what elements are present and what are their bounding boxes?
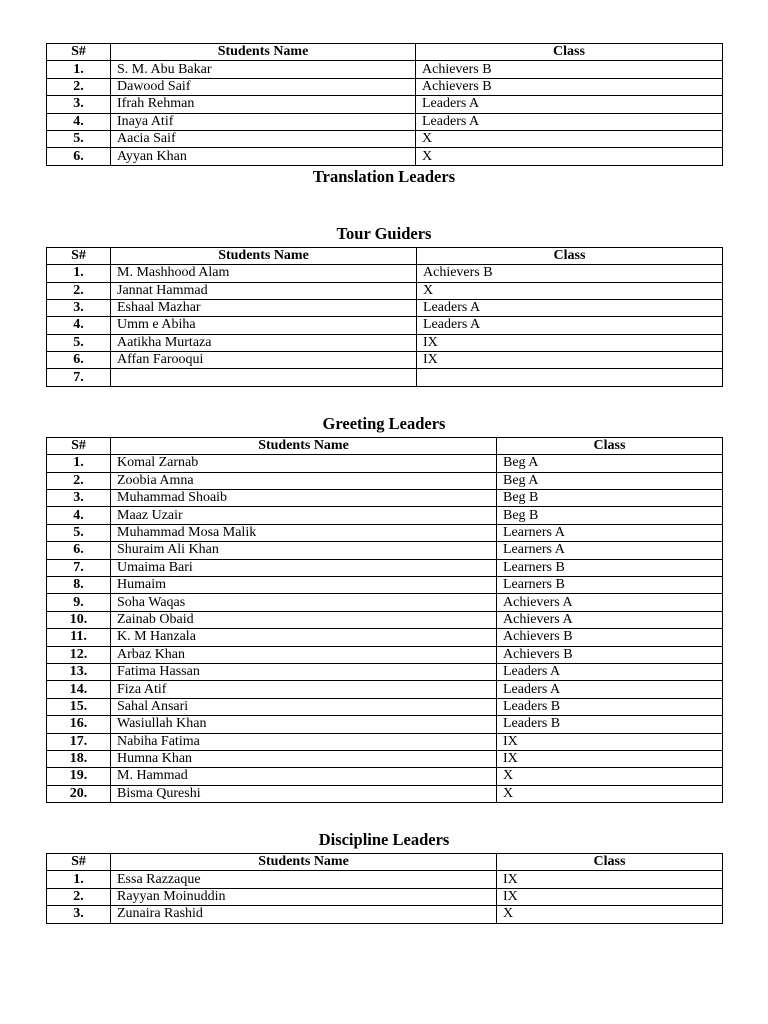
table-header-row [47,854,723,871]
serial-number-cell: 4. [47,113,111,130]
table-row [47,490,723,507]
tour-guiders-heading: Tour Guiders [336,223,432,243]
serial-number-cell: 6. [47,352,111,369]
table-row [47,785,723,802]
student-name-cell: Shuraim Ali Khan [111,542,497,559]
class-cell: Achievers B [497,629,723,646]
student-name-cell: Maaz Uzair [111,507,497,524]
serial-number-cell: 16. [47,716,111,733]
class-cell: Leaders A [417,317,723,334]
table-row [47,733,723,750]
serial-number-cell: 5. [47,130,111,147]
serial-number-cell: 2. [47,472,111,489]
class-cell: X [416,148,723,165]
col-name-header: Students Name [111,247,417,264]
student-name-cell: Eshaal Mazhar [111,299,417,316]
serial-number-cell: 6. [47,148,111,165]
table-row [47,96,723,113]
student-name-cell: Zoobia Amna [111,472,497,489]
student-name-cell: Komal Zarnab [111,455,497,472]
student-name-cell: Inaya Atif [111,113,416,130]
class-cell: Learners A [497,542,723,559]
student-name-cell: Wasiullah Khan [111,716,497,733]
table-row [47,113,723,130]
student-name-cell: Rayyan Moinuddin [111,888,497,905]
table-row [47,317,723,334]
class-cell: X [497,785,723,802]
table-header-row [47,247,723,264]
serial-number-cell: 12. [47,646,111,663]
student-name-cell: Aacia Saif [111,130,416,147]
serial-number-cell: 1. [47,265,111,282]
class-cell: Leaders B [497,698,723,715]
table-row [47,888,723,905]
serial-number-cell: 3. [47,490,111,507]
table-row [47,455,723,472]
serial-number-cell: 18. [47,750,111,767]
serial-number-cell: 2. [47,888,111,905]
translation-leaders-heading: Translation Leaders [312,166,456,186]
serial-number-cell: 13. [47,663,111,680]
discipline-leaders-table [46,853,723,924]
table-row [47,629,723,646]
table-row [47,334,723,351]
col-sn-header: S# [47,437,111,454]
table-row [47,130,723,147]
class-cell: IX [417,334,723,351]
serial-number-cell: 17. [47,733,111,750]
class-cell: X [417,282,723,299]
student-name-cell: Muhammad Mosa Malik [111,524,497,541]
table-row [47,716,723,733]
class-cell: IX [497,888,723,905]
serial-number-cell: 4. [47,507,111,524]
class-cell: Beg B [497,490,723,507]
student-name-cell: M. Hammad [111,768,497,785]
serial-number-cell: 4. [47,317,111,334]
col-class-header: Class [417,247,723,264]
student-name-cell: Umaima Bari [111,559,497,576]
table-row [47,148,723,165]
table-header-row [47,437,723,454]
student-name-cell: Soha Waqas [111,594,497,611]
discipline-leaders-heading: Discipline Leaders [318,830,450,850]
serial-number-cell: 7. [47,369,111,386]
class-cell: Beg A [497,472,723,489]
serial-number-cell: 2. [47,282,111,299]
student-name-cell: Muhammad Shoaib [111,490,497,507]
table-row [47,299,723,316]
col-class-header: Class [497,854,723,871]
class-cell: X [497,768,723,785]
greeting-leaders-table [46,437,723,803]
serial-number-cell: 15. [47,698,111,715]
student-name-cell: K. M Hanzala [111,629,497,646]
class-cell: Leaders A [417,299,723,316]
student-name-cell: Affan Farooqui [111,352,417,369]
serial-number-cell: 3. [47,906,111,923]
table-row [47,611,723,628]
student-name-cell: Zainab Obaid [111,611,497,628]
col-sn-header: S# [47,44,111,61]
student-name-cell: Sahal Ansari [111,698,497,715]
class-cell: Leaders A [416,113,723,130]
table-row [47,646,723,663]
col-name-header: Students Name [111,437,497,454]
student-name-cell: Essa Razzaque [111,871,497,888]
table-row [47,576,723,593]
class-cell: Learners B [497,576,723,593]
class-cell: Beg A [497,455,723,472]
table-row [47,524,723,541]
student-name-cell: Bisma Qureshi [111,785,497,802]
class-cell: Learners A [497,524,723,541]
class-cell: Leaders B [497,716,723,733]
class-cell: IX [497,750,723,767]
student-name-cell: Dawood Saif [111,78,416,95]
class-cell: Leaders A [497,663,723,680]
table-row [47,61,723,78]
class-cell: Achievers A [497,611,723,628]
student-name-cell: Umm e Abiha [111,317,417,334]
class-cell: IX [417,352,723,369]
serial-number-cell: 5. [47,334,111,351]
student-name-cell: Arbaz Khan [111,646,497,663]
serial-number-cell: 20. [47,785,111,802]
class-cell: Learners B [497,559,723,576]
student-name-cell: Zunaira Rashid [111,906,497,923]
class-cell: Achievers B [416,78,723,95]
greeting-leaders-heading: Greeting Leaders [322,413,446,433]
serial-number-cell: 3. [47,96,111,113]
table-row [47,906,723,923]
table-row [47,750,723,767]
document-page [46,43,722,924]
serial-number-cell: 1. [47,871,111,888]
class-cell: Beg B [497,507,723,524]
table-row [47,78,723,95]
class-cell: Leaders A [497,681,723,698]
student-name-cell: S. M. Abu Bakar [111,61,416,78]
table-row [47,507,723,524]
col-sn-header: S# [47,247,111,264]
table-row [47,698,723,715]
class-cell: X [497,906,723,923]
student-name-cell: Fiza Atif [111,681,497,698]
serial-number-cell: 14. [47,681,111,698]
serial-number-cell: 9. [47,594,111,611]
serial-number-cell: 5. [47,524,111,541]
table-row [47,559,723,576]
col-name-header: Students Name [111,44,416,61]
table-row [47,594,723,611]
class-cell: Achievers B [416,61,723,78]
table-row [47,542,723,559]
table-row [47,663,723,680]
table-row [47,768,723,785]
table-row [47,681,723,698]
serial-number-cell: 7. [47,559,111,576]
class-cell [417,369,723,386]
student-name-cell: Humaim [111,576,497,593]
student-name-cell: Humna Khan [111,750,497,767]
serial-number-cell: 1. [47,61,111,78]
tour-guiders-table [46,247,723,387]
serial-number-cell: 1. [47,455,111,472]
student-name-cell [111,369,417,386]
leaders-table-1 [46,43,723,166]
student-name-cell: Ayyan Khan [111,148,416,165]
serial-number-cell: 8. [47,576,111,593]
serial-number-cell: 2. [47,78,111,95]
serial-number-cell: 6. [47,542,111,559]
col-sn-header: S# [47,854,111,871]
serial-number-cell: 11. [47,629,111,646]
class-cell: Achievers B [497,646,723,663]
class-cell: Achievers A [497,594,723,611]
class-cell: Achievers B [417,265,723,282]
class-cell: IX [497,871,723,888]
col-class-header: Class [416,44,723,61]
table-row [47,369,723,386]
student-name-cell: M. Mashhood Alam [111,265,417,282]
serial-number-cell: 3. [47,299,111,316]
class-cell: X [416,130,723,147]
table-row [47,282,723,299]
class-cell: Leaders A [416,96,723,113]
table-row [47,871,723,888]
serial-number-cell: 10. [47,611,111,628]
student-name-cell: Ifrah Rehman [111,96,416,113]
table-header-row [47,44,723,61]
table-row [47,472,723,489]
col-class-header: Class [497,437,723,454]
student-name-cell: Aatikha Murtaza [111,334,417,351]
class-cell: IX [497,733,723,750]
student-name-cell: Fatima Hassan [111,663,497,680]
table-row [47,352,723,369]
table-row [47,265,723,282]
col-name-header: Students Name [111,854,497,871]
student-name-cell: Nabiha Fatima [111,733,497,750]
student-name-cell: Jannat Hammad [111,282,417,299]
serial-number-cell: 19. [47,768,111,785]
